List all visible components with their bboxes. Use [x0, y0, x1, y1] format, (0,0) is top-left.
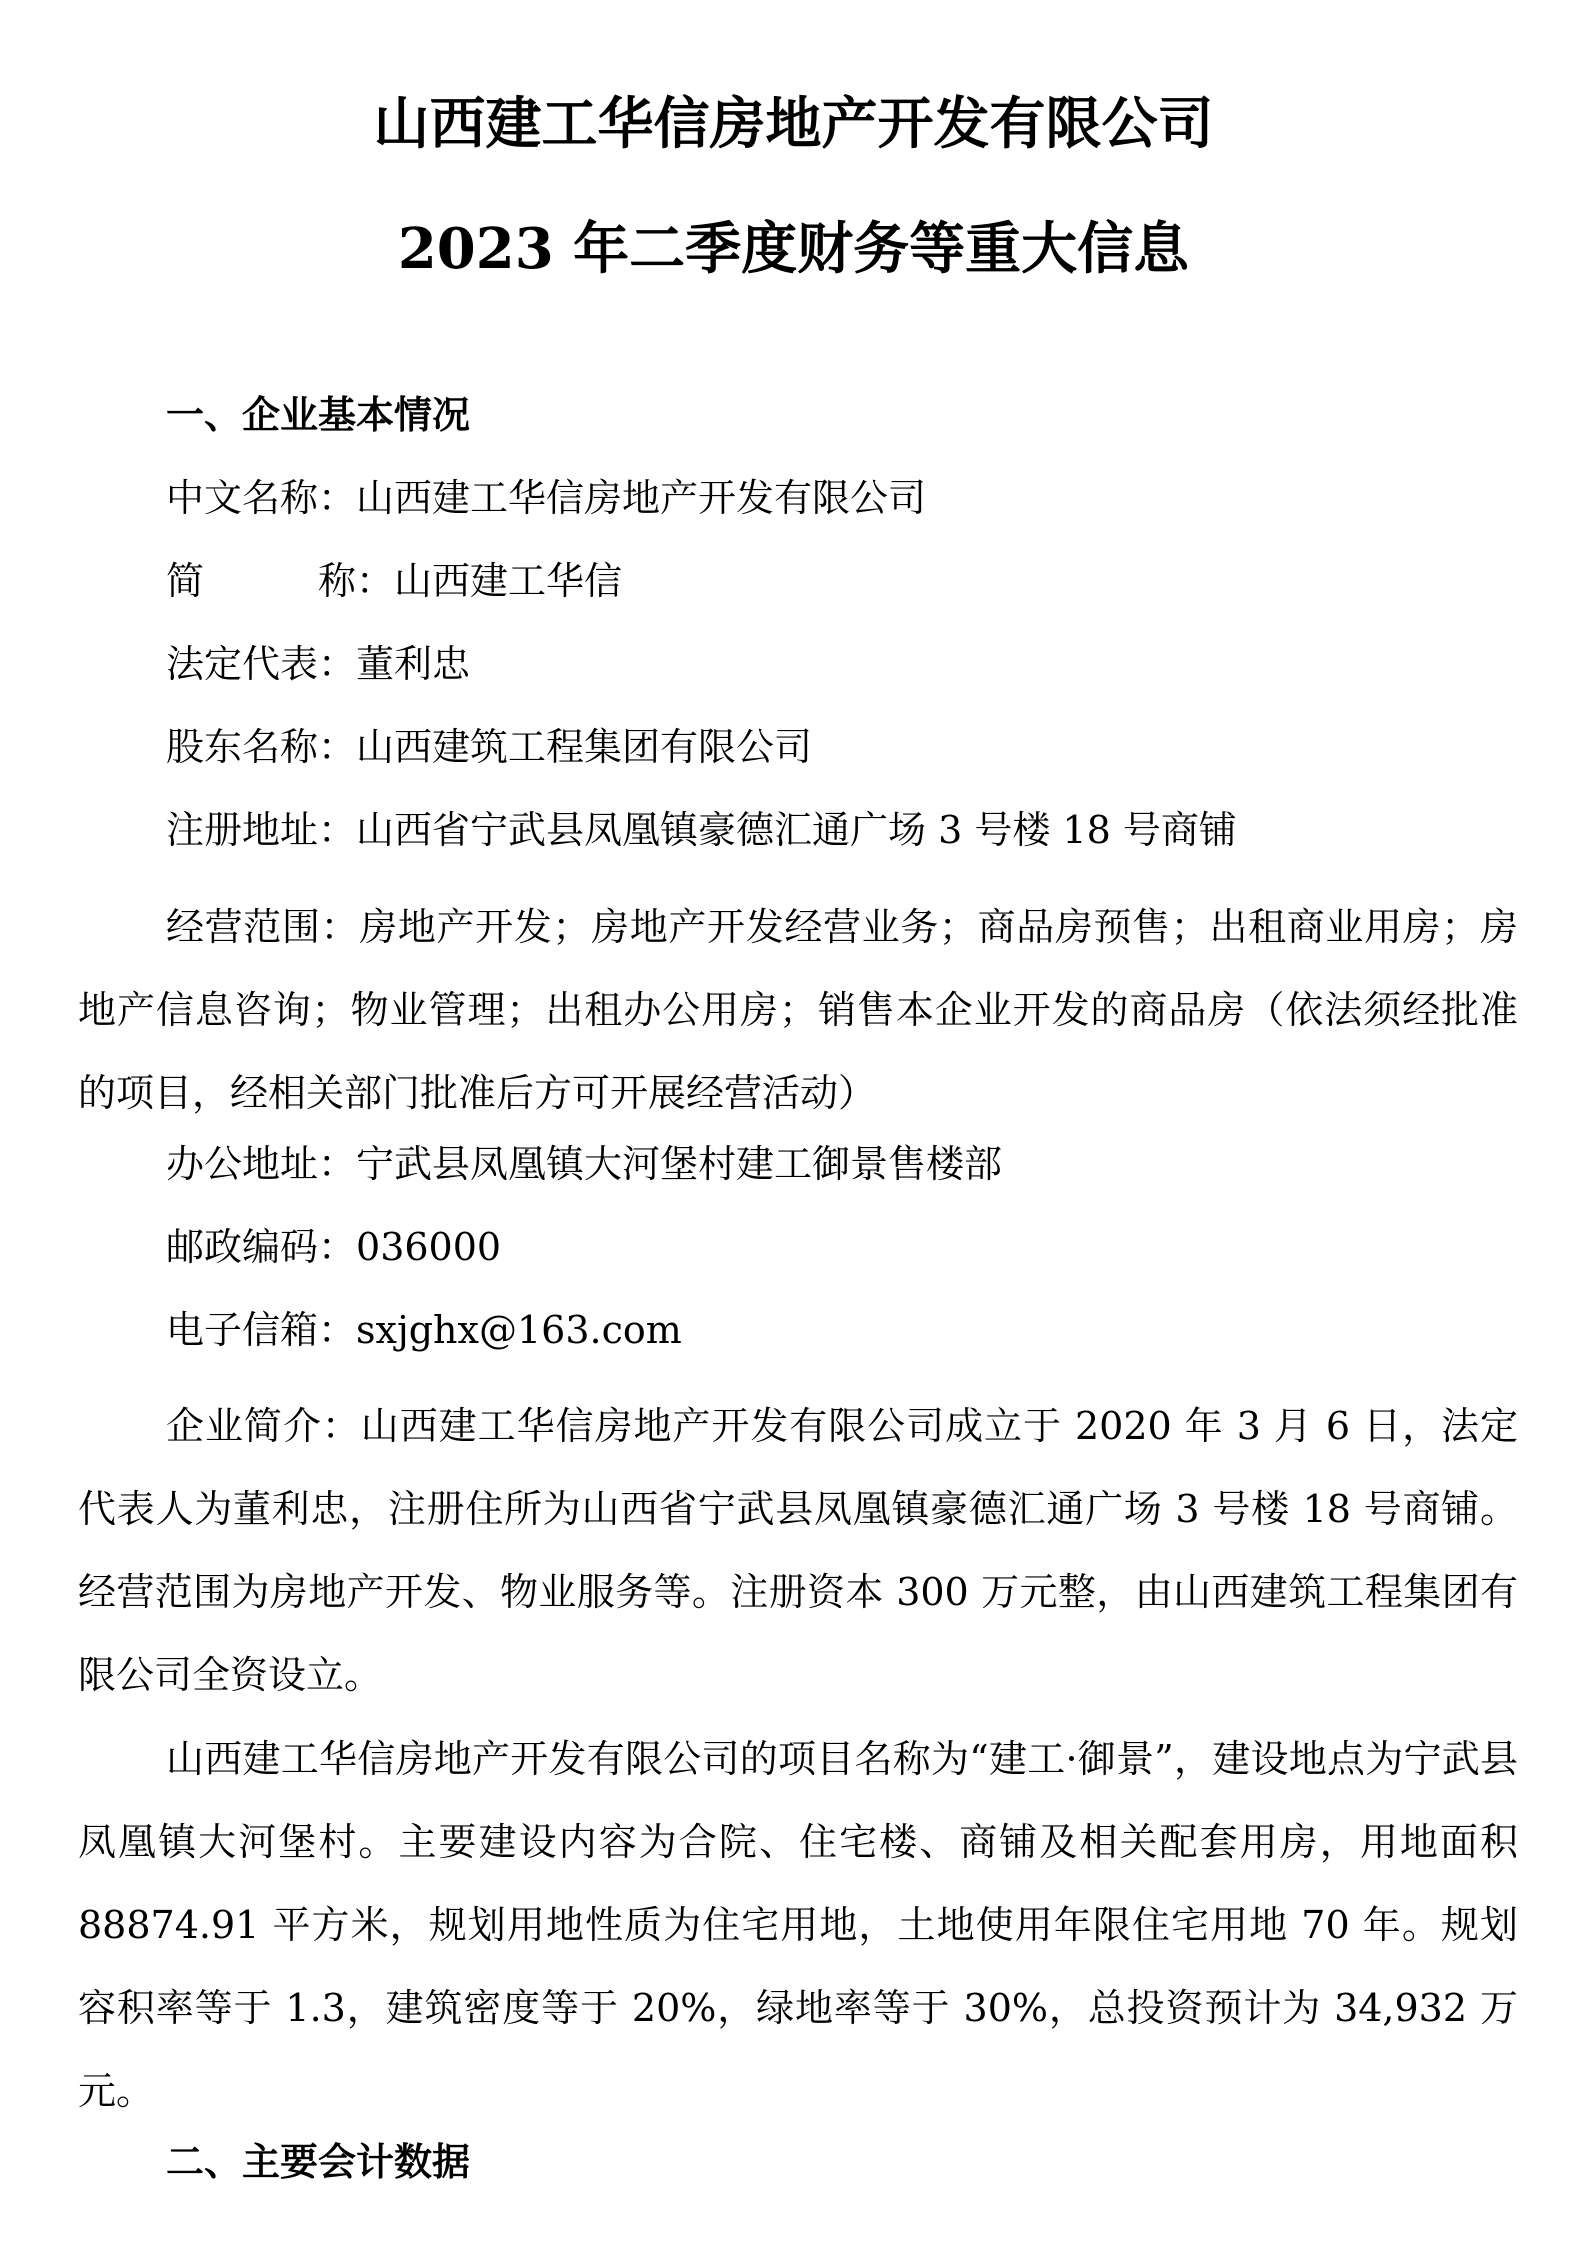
field-label: 电子信箱：	[166, 1308, 357, 1352]
field-postal-code	[166, 1219, 501, 1275]
field-company-profile	[78, 1385, 1518, 1717]
field-label: 股东名称：	[166, 725, 357, 769]
field-chinese-name	[166, 470, 926, 526]
section-heading-accounting-data: 二、主要会计数据	[166, 2140, 471, 2184]
field-short-name	[166, 553, 622, 609]
field-label: 企业简介：	[166, 1404, 361, 1448]
field-label: 邮政编码：	[166, 1225, 357, 1269]
field-label: 中文名称：	[166, 476, 357, 520]
field-label: 经营范围：	[166, 905, 360, 949]
field-value: 山西省宁武县凤凰镇豪德汇通广场 3 号楼 18 号商铺	[356, 808, 1237, 852]
company-title: 山西建工华信房地产开发有限公司	[373, 91, 1214, 157]
field-value: 山西建工华信	[394, 559, 623, 603]
field-office-address	[166, 1136, 1002, 1192]
field-business-scope	[78, 886, 1518, 1135]
field-legal-representative	[166, 636, 470, 692]
section-heading-basic-info: 一、企业基本情况	[166, 393, 471, 437]
field-label: 法定代表：	[166, 642, 357, 686]
field-email	[166, 1302, 682, 1358]
field-value: sxjghx@163.com	[356, 1308, 682, 1352]
field-value: 山西建工华信房地产开发有限公司成立于 2020 年 3 月 6 日，法定代表人为董利忠，注册住所为山西省宁武县凤凰镇豪德汇通广场 3 号楼 18 号商铺。经营范围为房地产开发、物业服务等。注册资本 300 万元整，由山西建筑工程集团有限公司全资设立。	[78, 1404, 1518, 1697]
field-value: 董利忠	[356, 642, 471, 686]
project-paragraph: 山西建工华信房地产开发有限公司的项目名称为“建工·御景”，建设地点为宁武县凤凰镇大河堡村。主要建设内容为合院、住宅楼、商铺及相关配套用房，用地面积 88874.91 平方米，规划用地性质为住宅用地，土地使用年限住宅用地 70 年。规划容积率等于 1.3，建筑密度等于 20%，绿地率等于 30%，总投资预计为 34,932 万元。	[78, 1737, 1518, 2113]
field-label-part: 简	[166, 559, 205, 603]
field-registered-address	[166, 802, 1237, 858]
field-value: 房地产开发；房地产开发经营业务；商品房预售；出租商业用房；房地产信息咨询；物业管理；出租办公用房；销售本企业开发的商品房（依法须经批准的项目，经相关部门批准后方可开展经营活动）	[78, 905, 1518, 1115]
field-value: 036000	[356, 1225, 502, 1269]
report-title: 2023 年二季度财务等重大信息	[397, 216, 1190, 282]
field-label-part: 称：	[318, 559, 395, 603]
field-value: 山西建筑工程集团有限公司	[356, 725, 813, 769]
field-label: 办公地址：	[166, 1142, 357, 1186]
field-value: 宁武县凤凰镇大河堡村建工御景售楼部	[356, 1142, 1003, 1186]
field-shareholder	[166, 719, 812, 775]
field-value: 山西建工华信房地产开发有限公司	[356, 476, 927, 520]
field-label: 注册地址：	[166, 808, 357, 852]
